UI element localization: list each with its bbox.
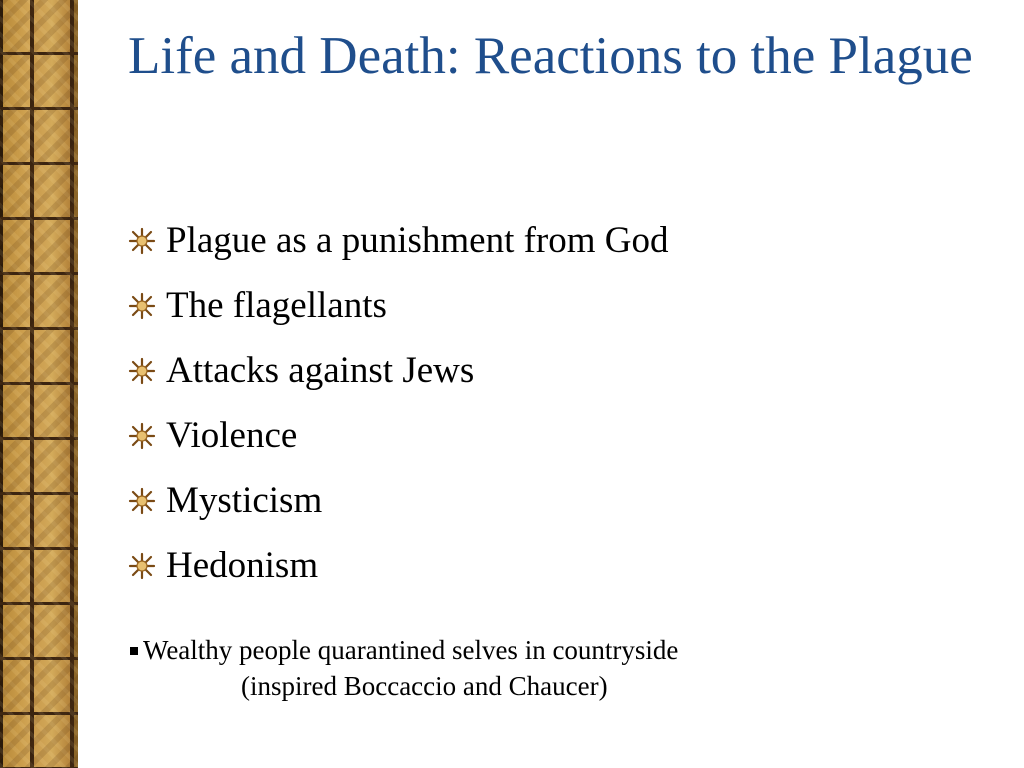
- sub-note-line1: Wealthy people quarantined selves in countryside: [143, 635, 679, 665]
- starburst-icon: [128, 552, 156, 580]
- bullet-text: Attacks against Jews: [166, 350, 475, 391]
- starburst-icon: [128, 487, 156, 515]
- wood-grain-texture: [0, 0, 78, 768]
- starburst-icon: [128, 357, 156, 385]
- bullet-item: [128, 273, 669, 338]
- bullet-item: [128, 338, 669, 403]
- starburst-icon: [128, 422, 156, 450]
- bullet-text: The flagellants: [166, 285, 387, 326]
- bullet-item: [128, 403, 669, 468]
- slide-title: Life and Death: Reactions to the Plague: [128, 27, 973, 85]
- bullet-item: [128, 468, 669, 533]
- bullet-text: Violence: [166, 415, 298, 456]
- starburst-icon: [128, 292, 156, 320]
- bullet-text: Plague as a punishment from God: [166, 220, 669, 261]
- sub-note-line2: (inspired Boccaccio and Chaucer): [241, 671, 608, 701]
- bullet-text: Mysticism: [166, 480, 323, 521]
- bullet-list: [128, 208, 669, 598]
- square-bullet-icon: [130, 647, 138, 655]
- sub-note: [128, 632, 928, 704]
- bullet-text: Hedonism: [166, 545, 319, 586]
- decorative-wood-border: [0, 0, 78, 768]
- bullet-item: [128, 208, 669, 273]
- starburst-icon: [128, 227, 156, 255]
- bullet-item: [128, 533, 669, 598]
